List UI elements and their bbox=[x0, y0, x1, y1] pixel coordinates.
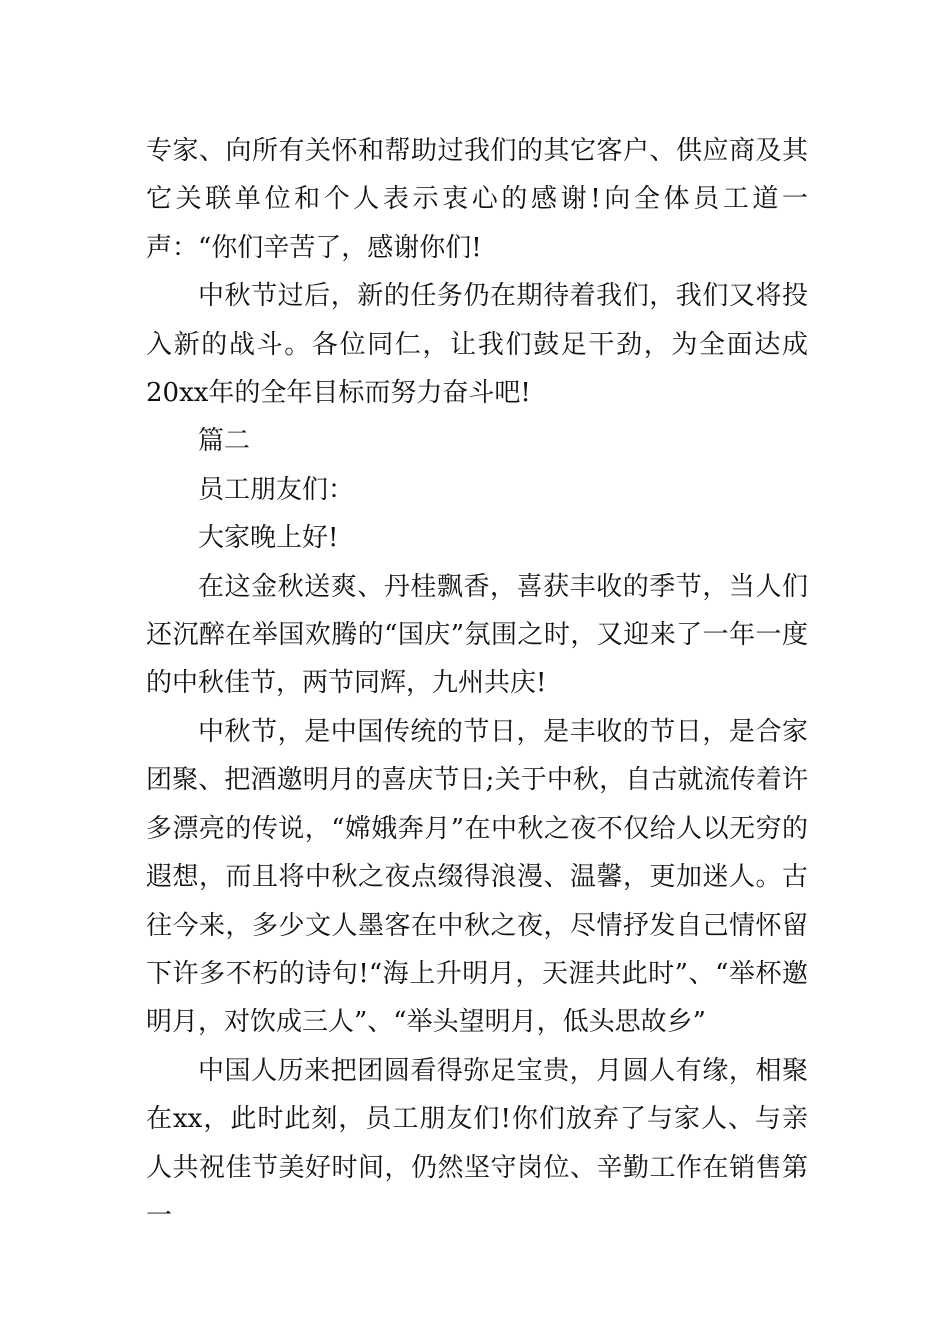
salutation: 员工朋友们： bbox=[198, 474, 355, 505]
paragraph-2: 中秋节过后，新的任务仍在期待着我们，我们又将投入新的战斗。各位同仁，让我们鼓足干劲，为全面达成20xx年的全年目标而努力奋斗吧! bbox=[146, 281, 808, 409]
paragraph-1: 专家、向所有关怀和帮助过我们的其它客户、供应商及其它关联单位和个人表示衷心的感谢!向全体员工道一声：“你们辛苦了，感谢你们! bbox=[146, 136, 808, 263]
document-body bbox=[146, 127, 808, 1240]
section-heading: 篇二 bbox=[198, 426, 251, 457]
greeting: 大家晚上好! bbox=[198, 523, 339, 554]
paragraph-4: 中秋节，是中国传统的节日，是丰收的节日，是合家团聚、把酒邀明月的喜庆节日;关于中秋，自古就流传着许多漂亮的传说，“嫦娥奔月”在中秋之夜不仅给人以无穷的遐想，而且将中秋之夜点缀得浪漫、温馨，更加迷人。古往今来，多少文人墨客在中秋之夜，尽情抒发自己情怀留下许多不朽的诗句!“海上升明月，天涯共此时”、“举杯邀明月，对饮成三人”、“举头望明月，低头思故乡” bbox=[146, 716, 808, 1038]
paragraph-5: 中国人历来把团圆看得弥足宝贵，月圆人有缘，相聚在xx，此时此刻，员工朋友们!你们放弃了与家人、与亲人共祝佳节美好时间，仍然坚守岗位、辛勤工作在销售第一 bbox=[146, 1055, 808, 1231]
paragraph-3: 在这金秋送爽、丹桂飘香，喜获丰收的季节，当人们还沉醉在举国欢腾的“国庆”氛围之时，又迎来了一年一度的中秋佳节，两节同辉，九州共庆! bbox=[146, 571, 808, 699]
